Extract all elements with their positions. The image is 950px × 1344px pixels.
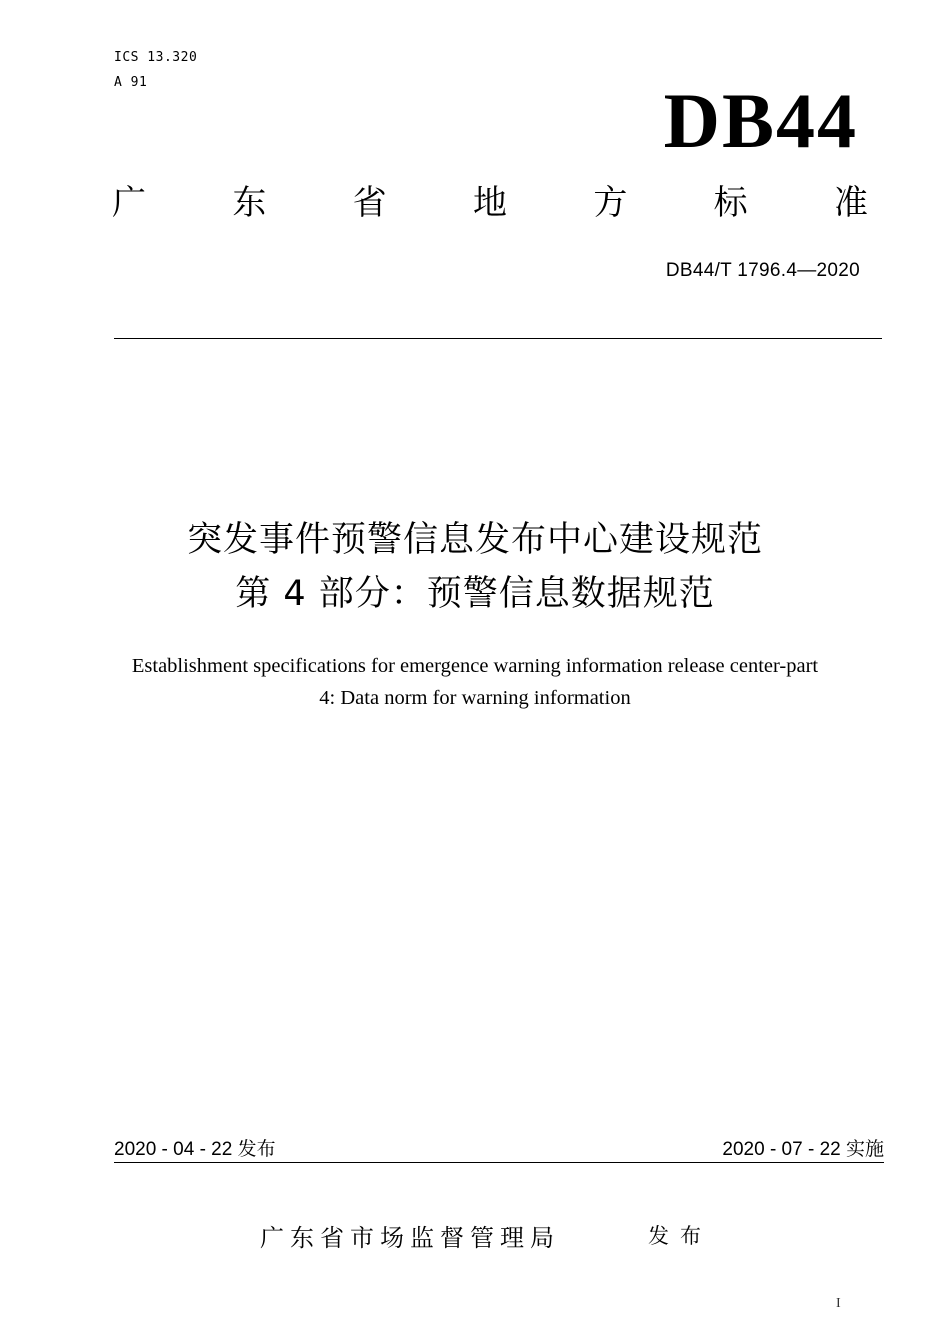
standard-type-char: 准	[833, 183, 868, 223]
issue-date: 2020 - 04 - 22 发布	[114, 1139, 276, 1160]
bottom-divider	[114, 1162, 884, 1163]
top-divider	[114, 338, 882, 339]
ics-code: ICS 13.320	[114, 50, 198, 65]
ccs-code: A 91	[114, 75, 148, 90]
standard-type-char: 地	[472, 183, 507, 223]
implementation-date: 2020 - 07 - 22 实施	[722, 1139, 884, 1160]
standard-number: DB44/T 1796.4—2020	[665, 260, 860, 281]
publisher-name: 广东省市场监督管理局	[260, 1224, 560, 1252]
standard-type-char: 标	[713, 183, 748, 223]
publish-label: 发布	[648, 1224, 712, 1248]
title-en-line2: 4: Data norm for warning information	[319, 687, 631, 709]
title-cn-line1: 突发事件预警信息发布中心建设规范	[186, 520, 763, 560]
standard-type-heading	[112, 183, 868, 223]
standard-type-char: 省	[352, 183, 387, 223]
title-cn-line2: 第 4 部分：预警信息数据规范	[235, 574, 715, 614]
standard-type-char: 广	[112, 183, 146, 223]
title-en-line1: Establishment specifications for emergence warning information release center-part	[131, 655, 819, 677]
db44-logo: DB44	[663, 77, 858, 164]
standard-type-char: 方	[593, 183, 628, 223]
page-number: I	[836, 1296, 841, 1311]
standard-type-char: 东	[232, 183, 267, 223]
